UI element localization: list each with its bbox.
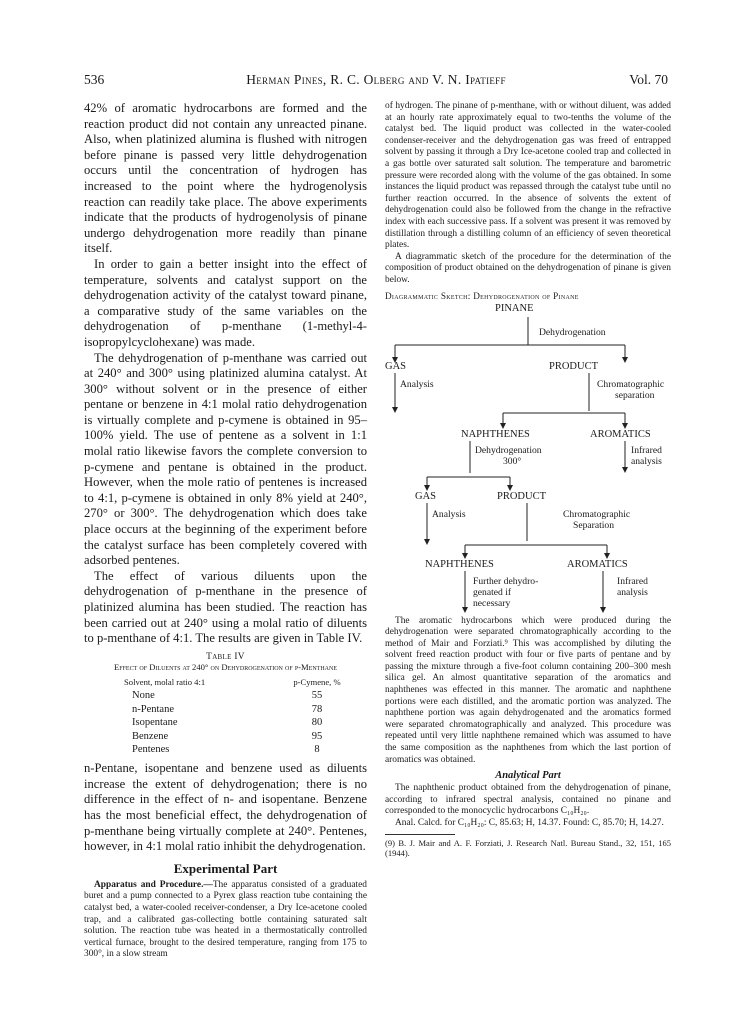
footnote: (9) B. J. Mair and A. F. Forziati, J. Research Natl. Bureau Stand., 32, 151, 165 (1944). xyxy=(385,837,671,859)
volume-label: Vol. 70 xyxy=(629,72,668,87)
paragraph: The aromatic hydrocarbons which were produced during the dehydrogenation were separated chromatographically according to the method of Mair and Forziati.⁹ This was accomplished by diluting the solvent freed reaction product with four or five parts of pentane and by passing the mixture through a five-foot column containing 200–300 mesh silica gel. An almost quantitative separation of the aromatics and naphthenes was effected in this manner. The aromatic and naphthene portions were each distilled, and the aromatic portion was analyzed. The naphthene portion was again dehydrogenated and the aromatics formed were separated chromatographically and analyzed. This procedure was repeated until very little naphthene remained which was assumed to have the same composition as the naphthenes from which the last portion of aromatics was obtained. xyxy=(385,615,671,765)
node-aromatics: AROMATICS xyxy=(567,558,628,570)
table-col-header: Solvent, molal ratio 4:1 xyxy=(124,676,206,687)
subsection-heading: Analytical Part xyxy=(495,770,561,782)
table-cell: None xyxy=(132,690,155,702)
right-column xyxy=(385,101,671,859)
step-further: necessary xyxy=(473,597,511,609)
table-row xyxy=(124,716,362,730)
table-header-row xyxy=(124,677,362,689)
step-analysis: analysis xyxy=(617,586,648,598)
table-iv xyxy=(124,677,362,757)
step-further: Further dehydro- xyxy=(473,575,539,587)
paragraph: A diagrammatic sketch of the procedure for the determination of the composition of product obtained on the dehydrogenation of pinane is given below. xyxy=(385,251,671,285)
node-product: PRODUCT xyxy=(497,490,547,502)
analysis-result: Anal. Calcd. for C₁₀H₂₀: C, 85.63; H, 14.37. Found: C, 85.70; H, 14.27. xyxy=(395,818,664,828)
table-cell: Benzene xyxy=(132,730,169,742)
procedure-diagram xyxy=(385,291,671,616)
node-product: PRODUCT xyxy=(549,360,599,372)
diagram-title: Diagrammatic Sketch: Dehydrogenation of Pinane xyxy=(385,290,579,301)
table-col-header: p-Cymene, % xyxy=(293,676,341,687)
node-naphthenes: NAPHTHENES xyxy=(425,558,494,570)
step-dehydrogenation: Dehydrogenation xyxy=(539,326,606,338)
run-in-heading: Apparatus and Procedure.— xyxy=(94,879,213,890)
step-infrared: Infrared xyxy=(617,575,648,587)
step-infrared: Infrared xyxy=(631,444,662,456)
page-number: 536 xyxy=(84,72,105,87)
paragraph: The naphthenic product obtained from the dehydrogenation of pinane, according to infrared spectral analysis, contained no pinane and corresponded to the monocyclic hydrocarbons C₁₀H₂₀. xyxy=(385,783,671,817)
step-chromatographic: Chromatographic xyxy=(597,378,665,390)
table-cell: 80 xyxy=(311,717,323,729)
table-cell: Pentenes xyxy=(132,744,170,756)
paragraph: In order to gain a better insight into the effect of temperature, solvents and catalyst support on the dehydrogenation activity of the catalyst toward pinane, a comparative study of the same variables on the dehydrogenation of p-menthane (1-methyl-4-isopropylcyclohexane) was made. xyxy=(84,256,367,349)
section-heading: Experimental Part xyxy=(173,860,278,876)
step-analysis: Analysis xyxy=(400,378,434,390)
running-header xyxy=(84,72,668,88)
table-row xyxy=(124,743,362,757)
paragraph xyxy=(84,880,367,961)
step-dehydrogenation: Dehydrogenation xyxy=(475,444,542,456)
table-cell: 8 xyxy=(314,744,320,756)
table-cell: 78 xyxy=(311,703,323,715)
node-pinane: PINANE xyxy=(495,302,534,314)
paragraph-text: The apparatus consisted of a graduated buret and a pump connected to a Pyrex glass reaction tube containing the catalyst bed, a water-cooled receiver-condenser, a Dry Ice-acetone cooled trap, and a calibrated gas-collecting bottle containing saturated salt solution. The reaction tube was heated in a thermostatically controlled vertical furnace, brought to the desired temperature, ranging from 175 to 300°, in a slow stream xyxy=(84,879,367,960)
paragraph: of hydrogen. The pinane of p-menthane, with or without diluent, was added at an hourly rate approximately equal to two-tenths the volume of the catalyst bed. The liquid product was collected in the water-cooled condenser-receiver and the dehydrogenation gas was freed of entrapped solvent by passing it through a Dry Ice-acetone cooled trap and collected in a gas bottle over saturated salt solution. The temperature and barometric pressure were recorded along with the volume of the gas obtained. In some instances the liquid product was repassed through the catalyst tube until no further reaction occurred. In the absence of solvents the extent of dehydrogenation could also be followed from the change in the refractive index with each successive pass. If a solvent was present it was removed by distillation through a distilling column of an efficiency of seven theoretical plates. xyxy=(385,101,671,251)
step-temperature: 300° xyxy=(503,455,522,467)
table-title: Effect of Diluents at 240° on Dehydrogenation of p-Menthane xyxy=(113,661,337,672)
table-row xyxy=(124,702,362,716)
table-caption: Table IV xyxy=(206,651,245,662)
paragraph: The dehydrogenation of p-menthane was carried out at 240° and 300° using platinized alumina catalyst. At 300° without solvent or in the presence of either pentane or benzene in 4:1 molal ratio dehydrogenation is virtually complete and p-cymene is obtained in 95–100% yield. The use of pentene as a solvent in 1:1 molal ratio likewise favors the complete conversion to p-cymene and pentane is obtained in the product. However, when the mole ratio of pentenes is increased to 4:1, p-cymene is obtained in only 8% yield at 240°, 270° or 300°. The dehydrogenation which does take place occurs at the beginning of the experiment before the catalyst surface has been completely covered with adsorbed pentenes. xyxy=(84,350,367,568)
step-separation: Separation xyxy=(573,519,615,531)
running-authors: Herman Pines, R. C. Olberg and V. N. Ipatieff xyxy=(246,72,506,87)
table-row xyxy=(124,689,362,703)
paragraph: 42% of aromatic hydrocarbons are formed and the reaction product did not contain any unreacted pinane. Also, when platinized alumina is flushed with nitrogen before pinane is passed very little dehydrogenation occurs until the concentration of hydrogen has increased to the point where the hydrogenolysis reaction can readily take place. The above experiments indicate that the products of hydrogenolysis of pinane undergo dehydrogenation more readily than pinane itself. xyxy=(84,101,367,256)
paragraph: n-Pentane, isopentane and benzene used as diluents increase the extent of dehydrogenation; there is no difference in the effect of n- and isopentane. Benzene has the most beneficial effect, the dehydrogenation of p-menthane being virtually complete at 240°. Pentenes, however, in 4:1 molal ratio inhibit the dehydrogenation. xyxy=(84,761,367,854)
table-cell: 55 xyxy=(311,690,323,702)
step-chromatographic: Chromatographic xyxy=(563,508,631,520)
step-separation: separation xyxy=(615,389,655,401)
node-aromatics: AROMATICS xyxy=(590,428,651,440)
footnote-rule xyxy=(385,834,455,835)
table-row xyxy=(124,729,362,743)
left-column xyxy=(84,101,367,961)
node-gas: GAS xyxy=(415,490,437,502)
node-gas: GAS xyxy=(385,360,407,372)
table-cell: 95 xyxy=(311,730,323,742)
step-further: genated if xyxy=(473,586,512,598)
step-analysis: Analysis xyxy=(432,508,466,520)
table-cell: Isopentane xyxy=(132,717,178,729)
paragraph: The effect of various diluents upon the dehydrogenation of p-menthane in the presence of platinized alumina has been studied. The reaction has been carried out at 240° using a molal ratio of diluents to p-menthane of 4:1. The results are given in Table IV. xyxy=(84,568,367,646)
table-cell: n-Pentane xyxy=(132,703,174,715)
step-analysis: analysis xyxy=(631,455,662,467)
node-naphthenes: NAPHTHENES xyxy=(461,428,530,440)
